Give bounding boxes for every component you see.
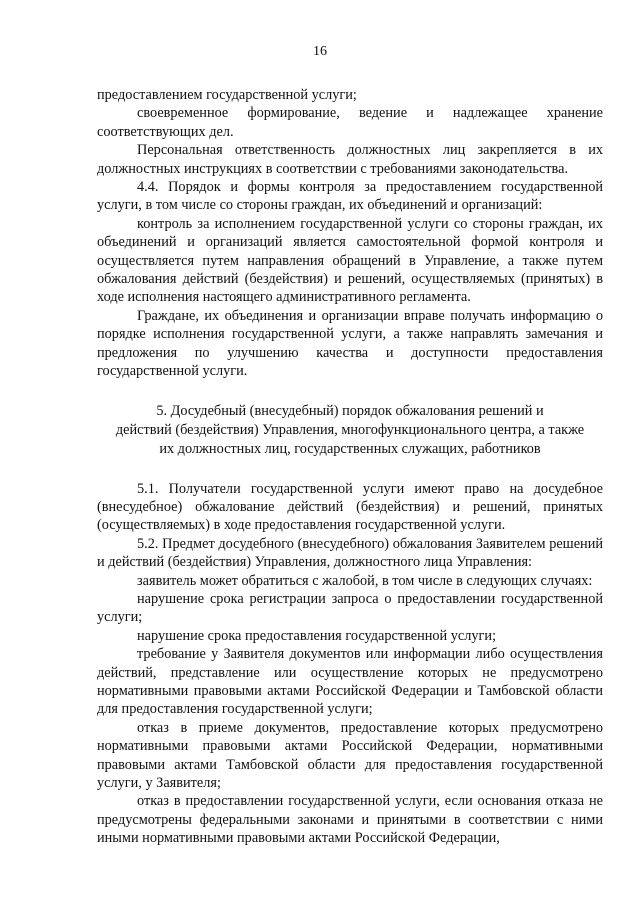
list-item: нарушение срока предоставления государственной услуги; — [137, 627, 497, 644]
section-heading-line: действий (бездействия) Управления, многофункционального центра, а также — [115, 421, 585, 438]
list-item: отказ в предоставлении государственной услуги, если основания отказа не предусмотрены федеральными законами и принятыми в соответствии с ними иными нормативными правовыми актами Российской Федерации, — [97, 793, 603, 847]
paragraph: 5.1. Получатели государственной услуги имеют право на досудебное (внесудебное) обжалование действий (бездействия) и решений, принятых (осуществляемых) в ходе предоставления государственной услуги. — [97, 480, 603, 534]
paragraph: Персональная ответственность должностных лиц закрепляется в их должностных инструкциях в соответствии с требованиями законодательства. — [97, 142, 603, 177]
paragraph: своевременное формирование, ведение и надлежащее хранение соответствующих дел. — [97, 105, 603, 140]
paragraph: 5.2. Предмет досудебного (внесудебного) обжалования Заявителем решений и действий (бездействия) Управления, должностного лица Управления: — [97, 535, 603, 571]
paragraph: предоставлением государственной услуги; — [97, 87, 357, 103]
section-heading — [97, 402, 603, 459]
paragraph: Граждане, их объединения и организации вправе получать информацию о порядке исполнения государственной услуги, а также направлять замечания и предложения по улучшению качества и доступности предоставления государственной услуги. — [97, 307, 603, 380]
paragraph: контроль за исполнением государственной услуги со стороны граждан, их объединений и организаций является самостоятельной формой контроля и осуществляется путем направления обращений в Управление, а также путем обжалования действий (бездействия) и решений, осуществляемых (принятых) в ходе исполнения настоящего административного регламента. — [97, 215, 603, 306]
paragraph: 4.4. Порядок и формы контроля за предоставлением государственной услуги, в том числе со стороны граждан, их объединений и организаций: — [97, 179, 603, 214]
list-item: нарушение срока регистрации запроса о предоставлении государственной услуги; — [97, 590, 603, 626]
list-item: требование у Заявителя документов или информации либо осуществления действий, представление или осуществление которых не предусмотрено нормативными правовыми актами Российской Федерации и Тамбовской области для предоставления государственной услуги; — [97, 646, 603, 718]
page-number: 16 — [313, 44, 327, 59]
section-heading-line: их должностных лиц, государственных служащих, работников — [159, 440, 541, 457]
document-body — [97, 86, 603, 848]
list-item: отказ в приеме документов, предоставление которых предусмотрено нормативными правовыми актами Российской Федерации, нормативными правовыми актами Тамбовской области для предоставления государственной услуги, у Заявителя; — [97, 719, 603, 791]
paragraph: заявитель может обратиться с жалобой, в том числе в следующих случаях: — [137, 572, 593, 589]
section-heading-line: 5. Досудебный (внесудебный) порядок обжалования решений и — [156, 402, 544, 419]
